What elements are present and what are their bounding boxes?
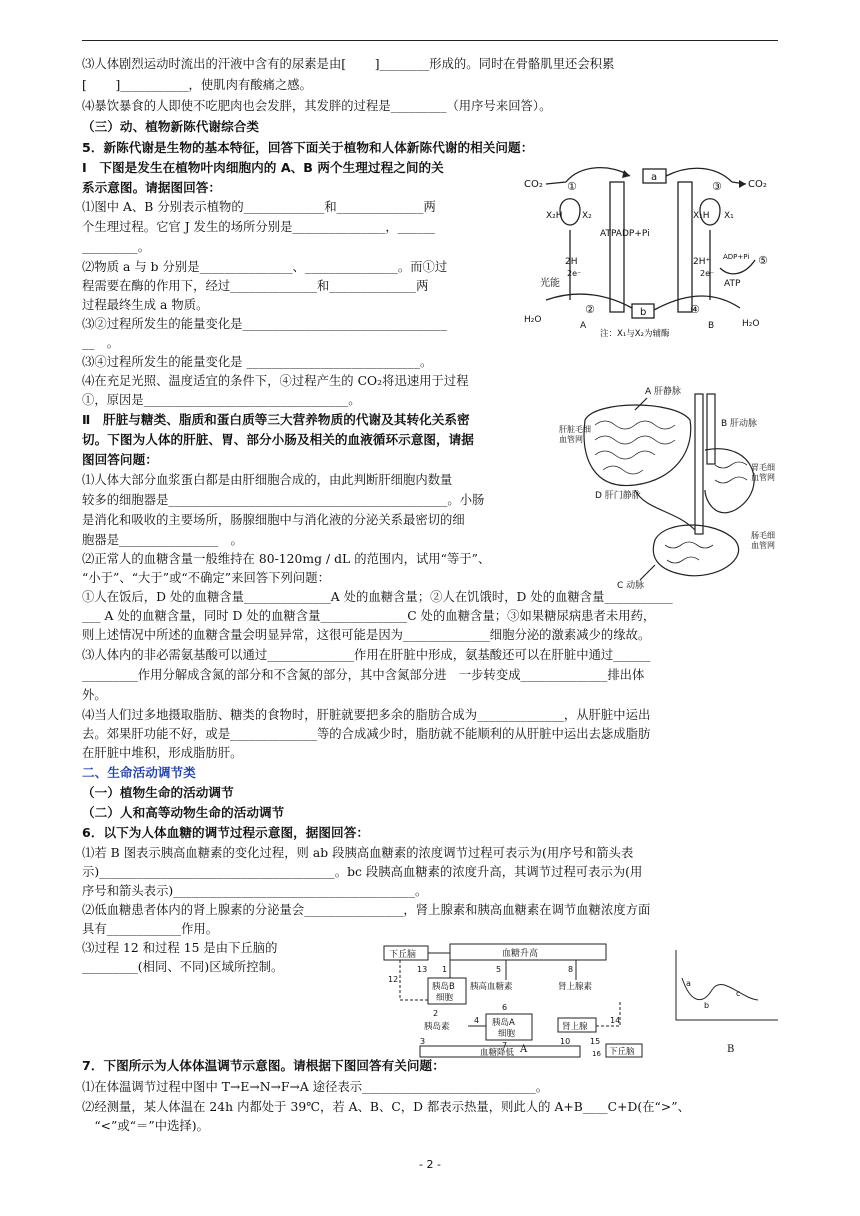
islet-a-label-2: 细胞 <box>498 1029 516 1039</box>
q5-j4-line1: ⑷当人们过多地摄取脂肪、糖类的食物时，肝脏就要把多余的脂肪合成为______________，从肝脏中运出 <box>82 708 651 722</box>
q5-part2-intro-2: 切。下图为人体的肝脏、胃、部分小肠及相关的血液循环示意图，请据 <box>82 432 474 447</box>
coenzyme-note: 注：X₁与X₂为辅酶 <box>600 329 670 338</box>
q5-j2-line5: 则上述情况中所述的血糖含量会明显异常，这很可能是因为______________细胞分泌的激素减少的缘故。 <box>82 628 651 642</box>
x1h-label: X₁H <box>693 211 710 221</box>
q4-item3-line2: [ ]___________，使肌肉有酸痛之感。 <box>82 78 312 92</box>
q4-item4: ⑷暴饮暴食的人即使不吃肥肉也会发胖，其发胖的过程是_________（用序号来回答）。 <box>82 99 552 113</box>
q5-j2-line2: “小于”、“大于”或“不确定”来回答下列问题： <box>82 571 330 585</box>
q6-i3-line1: ⑶过程 12 和过程 15 是由下丘脑的 <box>82 941 278 955</box>
curve-point-a: a <box>686 979 691 988</box>
q4-item3-line1: ⑶人体剧烈运动时流出的汗液中含有的尿素是由[ ]________形成的。同时在骨骼肌里还会积累 <box>82 57 615 71</box>
process-1-label: ① <box>567 180 577 193</box>
q5-j1-line4: 胞器是________________ 。 <box>82 533 243 547</box>
step-14: 14 <box>610 1016 621 1025</box>
adrenaline-label: 肾上腺素 <box>558 982 593 992</box>
step-8: 8 <box>568 965 574 974</box>
q5-j3-line2: _________作用分解成含氮的部分和不含氮的部分，其中含氮部分进 一步转变成______________排出体 <box>82 668 645 682</box>
q7-i2-line2: “<”或“＝”中选择)。 <box>82 1119 209 1133</box>
light-energy-label: 光能 <box>540 278 560 289</box>
2h-plus-label: 2H⁺ <box>693 257 711 267</box>
q5-i5-line1: ⑷在充足光照、温度适宜的条件下，④过程产生的 CO₂将迅速用于过程 <box>82 374 469 388</box>
islet-b-label-1: 胰岛B <box>432 982 455 992</box>
step-16: 16 <box>592 1050 601 1058</box>
glucose-down-label: 血糖降低 <box>480 1048 515 1058</box>
q5-part1-intro-2: 系示意图。请据图回答： <box>82 180 222 195</box>
process-3-label: ③ <box>712 180 722 193</box>
q5-i1-line1: ⑴图中 A、B 分别表示植物的_____________和______________两 <box>82 200 436 214</box>
substance-a-label: a <box>651 172 658 183</box>
q5-part2-intro-1: Ⅱ 肝脏与糖类、脂质和蛋白质等三大营养物质的代谢及其转化关系密 <box>82 412 470 427</box>
q6-stem: 6．以下为人体血糖的调节过程示意图，据图回答： <box>82 825 369 840</box>
q5-i5-line2: ①，原因是_________________________________。 <box>82 393 361 407</box>
q7-stem: 7．下图所示为人体体温调节示意图。请根据下图回答有关问题： <box>82 1058 445 1073</box>
section-heading-2: 二、生命活动调节类 <box>82 765 196 780</box>
q5-i1-line3: _________。 <box>82 240 151 254</box>
step-13: 13 <box>417 965 428 974</box>
process-2-label: ② <box>585 303 595 316</box>
photosynthesis-respiration-diagram <box>520 160 780 338</box>
q5-j1-line1: ⑴人体大部分血浆蛋白都是由肝细胞合成的，由此判断肝细胞内数量 <box>82 473 453 487</box>
stomach-capillary-label-1: 胃毛细 <box>751 463 775 472</box>
step-3: 3 <box>420 1037 426 1046</box>
q5-i4: ⑶④过程所发生的能量变化是 ____________________________。 <box>82 355 433 369</box>
blood-glucose-regulation-diagram <box>380 940 780 1058</box>
figure-a-caption: A <box>520 1044 528 1055</box>
curve-point-c: c <box>736 989 741 998</box>
intestine-capillary-label-2: 血管网 <box>751 541 775 550</box>
stomach-capillary-label-2: 血管网 <box>751 473 775 482</box>
process-4-label: ④ <box>690 303 700 316</box>
substance-b-label: b <box>640 307 647 318</box>
q5-j3-line1: ⑶人体内的非必需氨基酸可以通过______________作用在肝脏中形成，氨基酸还可以在肝脏中通过______ <box>82 648 651 662</box>
q6-i1-line3: 序号和箭头表示)_______________________________________。 <box>82 884 428 898</box>
x2-label: X₂ <box>582 211 592 221</box>
process-A-label: A <box>580 321 587 331</box>
h2o-label-right: H₂O <box>742 319 760 329</box>
atp-label: ATP <box>724 279 741 289</box>
glucose-up-label: 血糖升高 <box>502 949 539 959</box>
page-number: - 2 - <box>419 1158 441 1171</box>
q5-j1-line2: 较多的细胞器是_____________________________________________。小肠 <box>82 493 485 507</box>
q5-i3-line1: ⑶②过程所发生的能量变化是_________________________________ <box>82 317 448 331</box>
x2h-label: X₂H <box>546 211 563 221</box>
adrenal-label: 肾上腺 <box>562 1022 588 1032</box>
q6-i1-line1: ⑴若 B 图表示胰高血糖素的变化过程，则 ab 段胰高血糖素的浓度调节过程可表示为(用序号和箭头表 <box>82 846 634 860</box>
intestine-capillary-label-1: 肠毛细 <box>751 531 775 540</box>
q5-j2-line1: ⑵正常人的血糖含量一般维持在 80-120mg / dL 的范围内，试用“等于”、 <box>82 552 491 566</box>
q5-part2-intro-3: 图回答问题： <box>82 452 158 467</box>
q6-i2-line2: 具有____________作用。 <box>82 922 219 936</box>
q6-i1-line2: 示)______________________________________。bc 段胰高血糖素的浓度升高，其调节过程可表示为(用 <box>82 865 643 879</box>
step-12: 12 <box>388 975 399 984</box>
q6-i2-line1: ⑵低血糖患者体内的肾上腺素的分泌量会________________，肾上腺素和胰高血糖素在调节血糖浓度方面 <box>82 903 651 917</box>
q5-i2-line1: ⑵物质 a 与 b 分别是_______________、_______________。而①过 <box>82 260 448 274</box>
electron-label-right: 2e⁻ <box>700 269 715 278</box>
2h-label-left: 2H <box>565 257 578 267</box>
step-7: 7 <box>502 1041 508 1050</box>
insulin-label: 胰岛素 <box>424 1022 450 1032</box>
artery-label: C 动脉 <box>617 581 645 591</box>
islet-a-label-1: 胰岛A <box>492 1018 515 1028</box>
step-1: 1 <box>442 965 448 974</box>
q5-j4-line2: 去。郊果肝功能不好，或是______________等的合成减少时，脂肪就不能顺利的从肝脏中运出去毖成脂肪 <box>82 727 651 741</box>
q5-i2-line3: 过程最终生成 a 物质。 <box>82 298 209 312</box>
q5-j2-line4: ___ A 处的血糖含量，同时 D 处的血糖含量______________C 处的血糖含量；③如果糖尿病患者未用药， <box>82 609 656 623</box>
islet-b-label-2: 细胞 <box>436 993 454 1003</box>
portal-vein-label: D 肝门静脉 <box>595 491 641 501</box>
step-10: 10 <box>560 1037 571 1046</box>
subsection-plant: （一）植物生命的活动调节 <box>82 785 234 800</box>
q5-part1-intro-1: Ⅰ 下图是发生在植物叶肉细胞内的 A、B 两个生理过程之间的关 <box>82 160 444 175</box>
hypothalamus-label-top: 下丘脑 <box>389 950 417 960</box>
hepatic-artery-label: B 肝动脉 <box>721 419 758 429</box>
step-15: 15 <box>590 1037 601 1046</box>
curve-point-b: b <box>704 1001 710 1010</box>
co2-label-right: CO₂ <box>748 179 767 190</box>
q5-i3-line2: __ 。 <box>82 336 120 350</box>
co2-label-left: CO₂ <box>524 179 543 190</box>
section-heading-3: （三）动、植物新陈代谢综合类 <box>82 119 260 134</box>
figure-b-caption: B <box>727 1044 735 1055</box>
process-B-label: B <box>708 321 715 331</box>
q6-i3-line2: _________(相同、不同)区域所控制。 <box>82 960 284 974</box>
q5-j2-line3: ①人在饭后，D 处的血糖含量______________A 处的血糖含量；②人在饥饿时，D 处的血糖含量___________ <box>82 590 673 604</box>
q5-j1-line3: 是消化和吸收的主要场所，肠腺细胞中与消化液的分泌关系最密切的细 <box>82 513 465 527</box>
glucagon-label: 胰高血糖素 <box>470 982 513 992</box>
q5-i2-line2: 程需要在酶的作用下，经过______________和______________两 <box>82 279 429 293</box>
step-4: 4 <box>474 1016 480 1025</box>
liver-circulation-diagram <box>555 380 780 600</box>
q7-i1: ⑴在体温调节过程中图中 T→E→N→F→A 途径表示____________________________。 <box>82 1080 549 1094</box>
q5-stem: 5．新陈代谢是生物的基本特征，回答下面关于植物和人体新陈代谢的相关问题： <box>82 140 534 155</box>
atp-adp-label: ATPADP+Pi <box>600 229 650 239</box>
q5-i1-line2: 个生理过程。它官 J 发生的场所分别是_______________，______ <box>82 220 435 234</box>
electron-label-left: 2e⁻ <box>567 269 582 278</box>
hypothalamus-label-bottom: 下丘脑 <box>609 1047 635 1057</box>
q7-i2-line1: ⑵经测量，某人体温在 24h 内都处于 39℃，若 A、B、C，D 都表示热量，则此人的 A+B____C+D(在“>”、 <box>82 1100 690 1114</box>
step-2: 2 <box>433 1009 439 1018</box>
hepatic-vein-label: A 肝静脉 <box>645 387 682 397</box>
q5-j4-line3: 在肝脏中堆积，形成脂肪肝。 <box>82 746 243 760</box>
q5-j3-line3: 外。 <box>82 688 107 702</box>
header-rule <box>82 40 778 41</box>
step-6: 6 <box>502 1003 508 1012</box>
liver-capillary-label-1: 肝脏毛细 <box>559 425 591 434</box>
h2o-label-left: H₂O <box>524 315 542 325</box>
process-5-label: ⑤ <box>758 254 768 267</box>
step-5: 5 <box>496 965 502 974</box>
adp-pi-label: ADP+Pi <box>723 253 750 261</box>
subsection-animal: （二）人和高等动物生命的活动调节 <box>82 805 285 820</box>
x1-label: X₁ <box>724 211 734 221</box>
liver-capillary-label-2: 血管网 <box>559 435 583 444</box>
